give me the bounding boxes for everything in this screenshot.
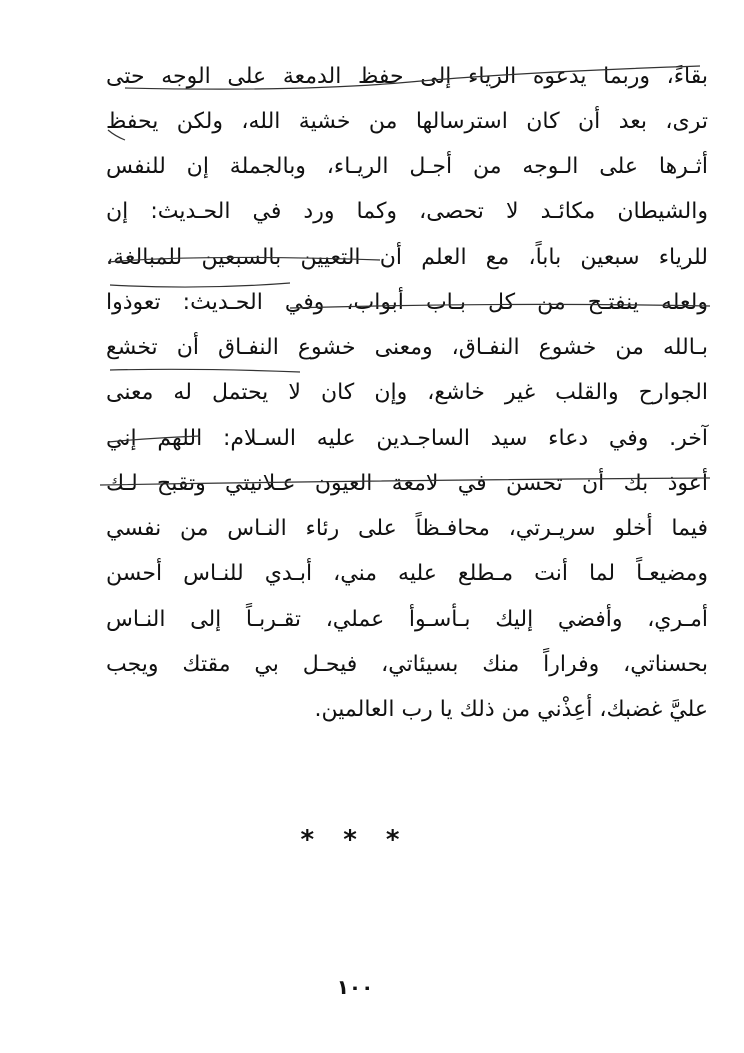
text-line: بقاءً، وربما يدعوه الرياء إلى حفظ الدمعة على الوجه حتى (106, 64, 708, 89)
text-line: والشيطان مكائـد لا تحصى، وكما ورد في الحـديث: إن (106, 199, 708, 224)
text-line: الجوارح والقلب غير خاشع، وإن كان لا يحتمل له معنى (106, 380, 708, 405)
text-line: بـالله من خشوع النفـاق، ومعنى خشوع النفـاق أن تخشع (106, 335, 708, 360)
text-line: ولعله ينفتـح من كل بـاب أبواب، وفي الحـديث: تعوذوا (106, 290, 708, 315)
text-line: آخر. وفي دعاء سيد الساجـدين عليه السـلام: اللهم إني (106, 426, 708, 451)
text-line: بحسناتي، وفراراً منك بسيئاتي، فيحـل بي مقتك ويجب (106, 652, 708, 677)
text-line: ترى، بعد أن كان استرسالها من خشية الله، ولكن يحفظ (106, 109, 708, 134)
text-line: أعوذ بك أن تحسن في لامعة العيون عـلانيتي وتقبح لـك (106, 471, 708, 496)
text-line: عليَّ غضبك، أعِذْني من ذلك يا رب العالمين. (314, 697, 708, 722)
text-line: للرياء سبعين باباً، مع العلم أن التعيين بالسبعين للمبالغة، (106, 245, 708, 270)
text-line: أمـري، وأفضي إليك بـأسـوأ عملي، تقـربـاً إلى النـاس (106, 607, 708, 632)
section-separator: * * * (300, 825, 410, 855)
text-line: فيما أخلو سريـرتي، محافـظاً على رئاء النـاس من نفسي (106, 516, 708, 541)
text-line: ومضيعـاً لما أنت مـطلع عليه مني، أبـدي للنـاس أحسن (106, 561, 708, 586)
page-number: ١٠٠ (336, 975, 374, 999)
text-line: أثـرها على الـوجه من أجـل الريـاء، وبالجملة إن للنفس (106, 154, 708, 179)
